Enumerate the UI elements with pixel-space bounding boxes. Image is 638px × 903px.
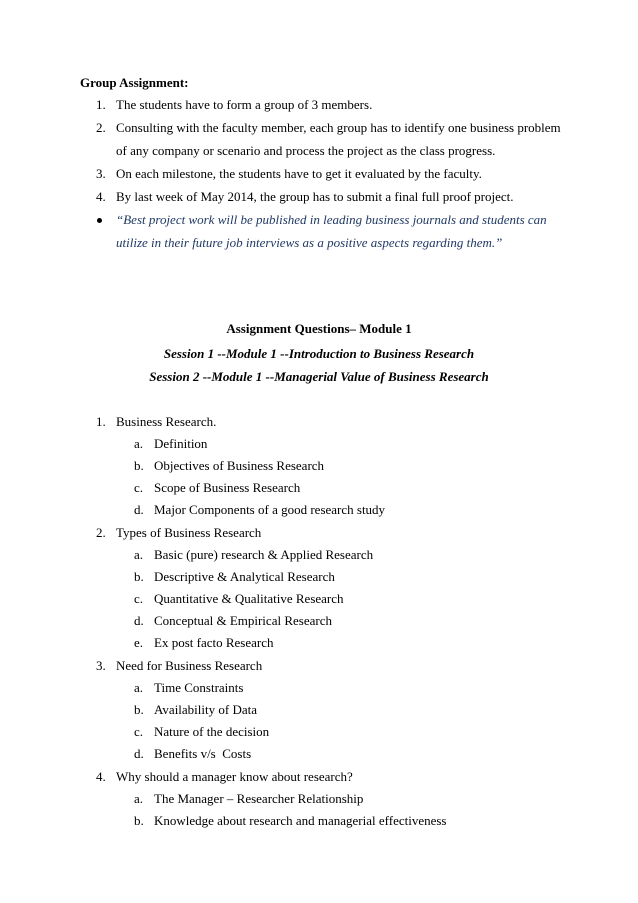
question-text: Business Research. [116, 414, 217, 429]
sub-letter: e. [134, 635, 144, 650]
quote-text: utilize in their future job interviews as a positive aspects regarding them.” [116, 235, 503, 250]
assignment-title: Assignment Questions– Module 1 [226, 321, 412, 336]
session-1-title: Session 1 --Module 1 --Introduction to Business Research [163, 346, 475, 361]
sub-text: Availability of Data [154, 702, 258, 717]
sub-letter: d. [134, 502, 144, 517]
sub-letter: d. [134, 746, 144, 761]
sub-letter: b. [134, 569, 144, 584]
quote-text: “Best project work will be published in leading business journals and students can [116, 212, 547, 227]
item-text: Consulting with the faculty member, each group has to identify one business problem [116, 120, 561, 135]
question-text: Types of Business Research [116, 525, 262, 540]
sub-text: Definition [154, 436, 208, 451]
sub-text: Conceptual & Empirical Research [154, 613, 332, 628]
question-number: 4. [96, 769, 106, 784]
sub-letter: d. [134, 613, 144, 628]
sub-text: Basic (pure) research & Applied Research [154, 547, 374, 562]
session-2-title: Session 2 --Module 1 --Managerial Value of Business Research [149, 369, 489, 384]
item-text-cont: of any company or scenario and process the project as the class progress. [116, 143, 496, 158]
bullet-icon [97, 218, 102, 223]
sub-letter: c. [134, 591, 144, 606]
sub-text: Knowledge about research and managerial effectiveness [154, 813, 447, 828]
sub-text: Objectives of Business Research [154, 458, 325, 473]
question-number: 1. [96, 414, 106, 429]
sub-text: Descriptive & Analytical Research [154, 569, 335, 584]
sub-letter: a. [134, 436, 144, 451]
group-assignment-heading: Group Assignment: [80, 75, 189, 90]
sub-text: Scope of Business Research [154, 480, 301, 495]
item-text: The students have to form a group of 3 members. [116, 97, 373, 112]
sub-text: Quantitative & Qualitative Research [154, 591, 344, 606]
question-number: 2. [96, 525, 106, 540]
sub-letter: c. [134, 480, 144, 495]
sub-letter: b. [134, 458, 144, 473]
question-text: Why should a manager know about research? [116, 769, 353, 784]
question-number: 3. [96, 658, 106, 673]
sub-letter: a. [134, 791, 144, 806]
item-text: By last week of May 2014, the group has to submit a final full proof project. [116, 189, 514, 204]
item-number: 1. [96, 97, 106, 112]
sub-text: Time Constraints [154, 680, 244, 695]
item-text: On each milestone, the students have to get it evaluated by the faculty. [116, 166, 482, 181]
sub-letter: a. [134, 680, 144, 695]
question-text: Need for Business Research [116, 658, 263, 673]
sub-letter: b. [134, 813, 144, 828]
item-number: 3. [96, 166, 106, 181]
sub-text: Benefits v/s Costs [154, 746, 252, 761]
sub-letter: b. [134, 702, 144, 717]
sub-text: Nature of the decision [154, 724, 270, 739]
sub-letter: c. [134, 724, 144, 739]
sub-text: Major Components of a good research study [154, 502, 386, 517]
item-number: 2. [96, 120, 106, 135]
sub-text: Ex post facto Research [154, 635, 274, 650]
sub-text: The Manager – Researcher Relationship [154, 791, 364, 806]
item-number: 4. [96, 189, 106, 204]
sub-letter: a. [134, 547, 144, 562]
